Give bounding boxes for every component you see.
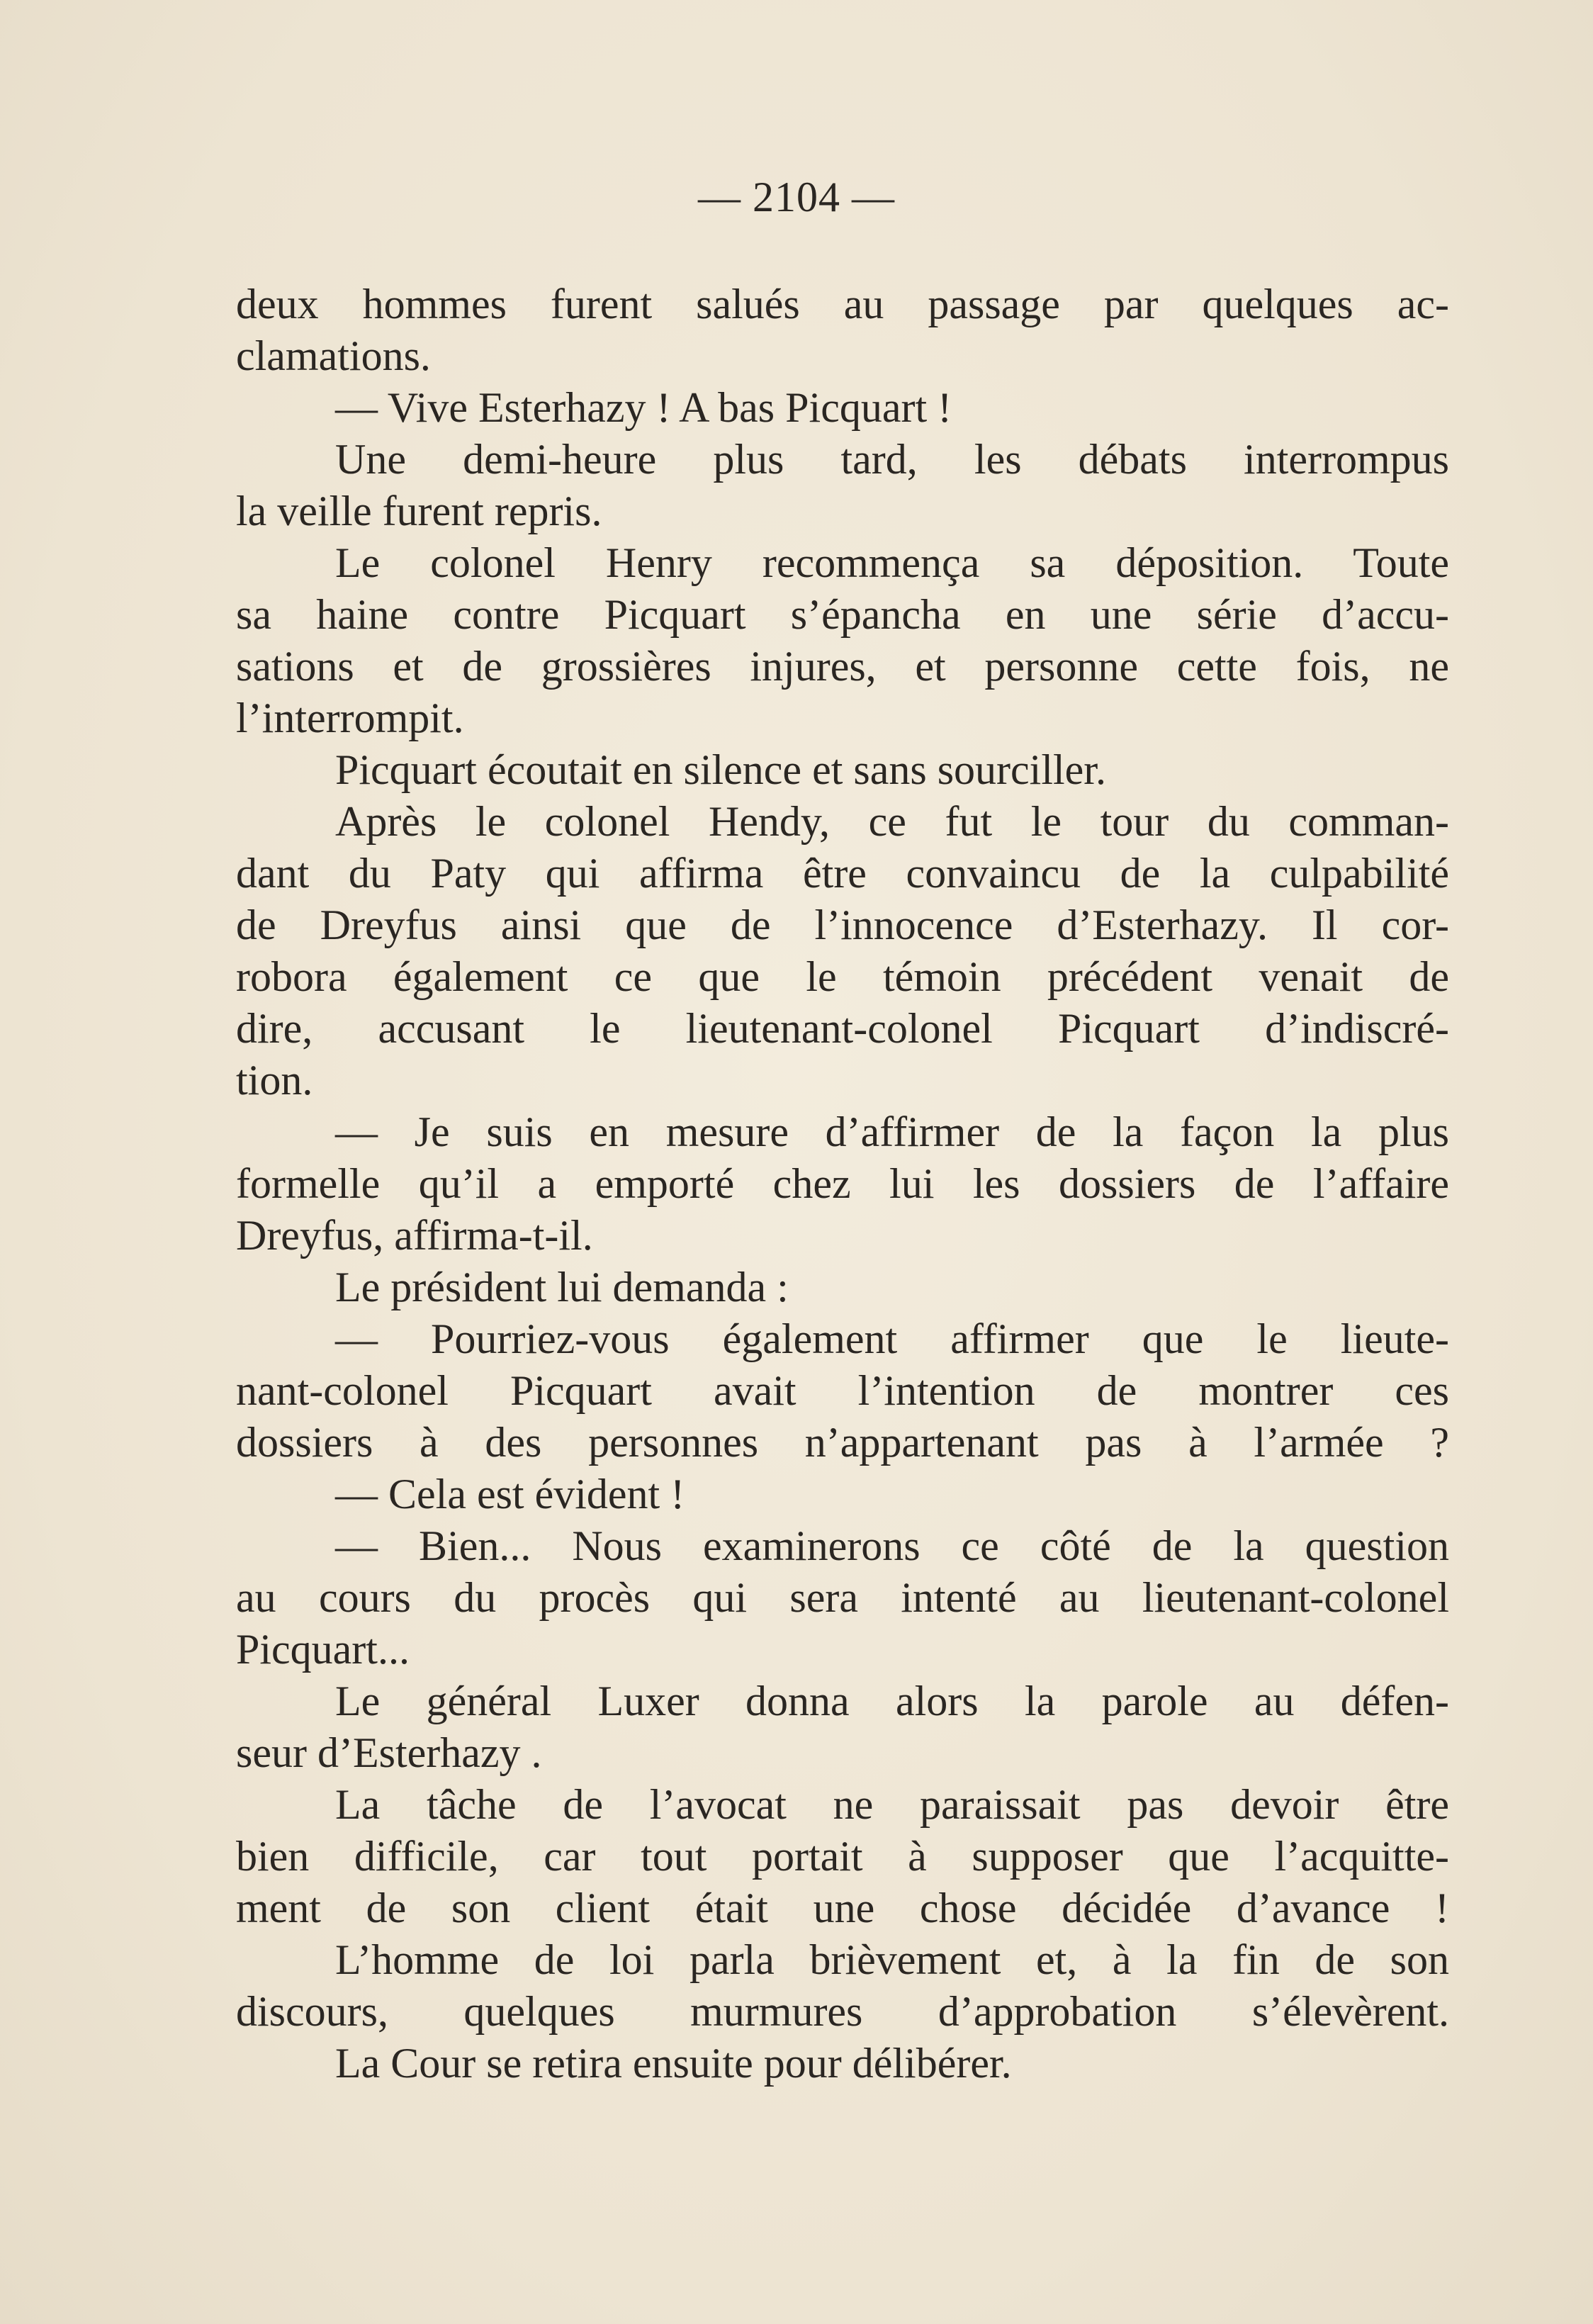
- text-line: sations et de grossières injures, et personne cette fois, ne: [236, 643, 1449, 690]
- text-line: Le colonel Henry recommença sa déposition. Toute: [335, 539, 1449, 586]
- text-line: la veille furent repris.: [236, 488, 602, 534]
- page-body-text: [236, 279, 1449, 2089]
- text-line: La tâche de l’avocat ne paraissait pas devoir être: [335, 1781, 1449, 1828]
- text-line: seur d’Esterhazy .: [236, 1729, 542, 1776]
- text-line: ment de son client était une chose décidée d’avance !: [236, 1885, 1449, 1931]
- text-line: bien difficile, car tout portait à supposer que l’acquitte-: [236, 1833, 1449, 1880]
- text-line: nant-colonel Picquart avait l’intention de montrer ces: [236, 1367, 1449, 1414]
- text-line: — Je suis en mesure d’affirmer de la façon la plus: [335, 1108, 1449, 1155]
- text-line: robora également ce que le témoin précédent venait de: [236, 953, 1449, 1000]
- text-line: — Vive Esterhazy ! A bas Picquart !: [335, 384, 952, 431]
- text-line: Une demi-heure plus tard, les débats interrompus: [335, 436, 1449, 483]
- text-line: La Cour se retira ensuite pour délibérer.: [335, 2040, 1012, 2087]
- text-line: Après le colonel Hendy, ce fut le tour du comman-: [335, 798, 1449, 845]
- text-line: au cours du procès qui sera intenté au lieutenant-colonel: [236, 1574, 1449, 1621]
- text-line: Picquart...: [236, 1626, 410, 1673]
- text-line: dire, accusant le lieutenant-colonel Picquart d’indiscré-: [236, 1005, 1449, 1052]
- text-line: de Dreyfus ainsi que de l’innocence d’Esterhazy. Il cor-: [236, 902, 1449, 948]
- text-line: L’homme de loi parla brièvement et, à la fin de son: [335, 1936, 1449, 1983]
- text-line: dant du Paty qui affirma être convaincu de la culpabilité: [236, 850, 1449, 897]
- page-number: — 2104 —: [698, 174, 895, 220]
- text-line: discours, quelques murmures d’approbation s’élevèrent.: [236, 1988, 1449, 2035]
- text-line: — Cela est évident !: [335, 1471, 685, 1517]
- text-line: Dreyfus, affirma-t-il.: [236, 1212, 593, 1259]
- text-line: — Pourriez-vous également affirmer que le lieute-: [335, 1315, 1449, 1362]
- text-line: Le général Luxer donna alors la parole au défen-: [335, 1678, 1449, 1724]
- text-line: l’interrompit.: [236, 695, 464, 741]
- text-line: dossiers à des personnes n’appartenant pas à l’armée ?: [236, 1419, 1449, 1466]
- text-line: deux hommes furent salués au passage par quelques ac-: [236, 281, 1449, 327]
- text-line: Picquart écoutait en silence et sans sourciller.: [335, 746, 1106, 793]
- text-line: — Bien... Nous examinerons ce côté de la question: [335, 1522, 1449, 1569]
- text-line: Le président lui demanda :: [335, 1264, 789, 1310]
- text-line: sa haine contre Picquart s’épancha en une série d’accu-: [236, 591, 1449, 638]
- text-line: tion.: [236, 1057, 313, 1104]
- text-line: clamations.: [236, 332, 431, 379]
- text-line: formelle qu’il a emporté chez lui les dossiers de l’affaire: [236, 1160, 1449, 1207]
